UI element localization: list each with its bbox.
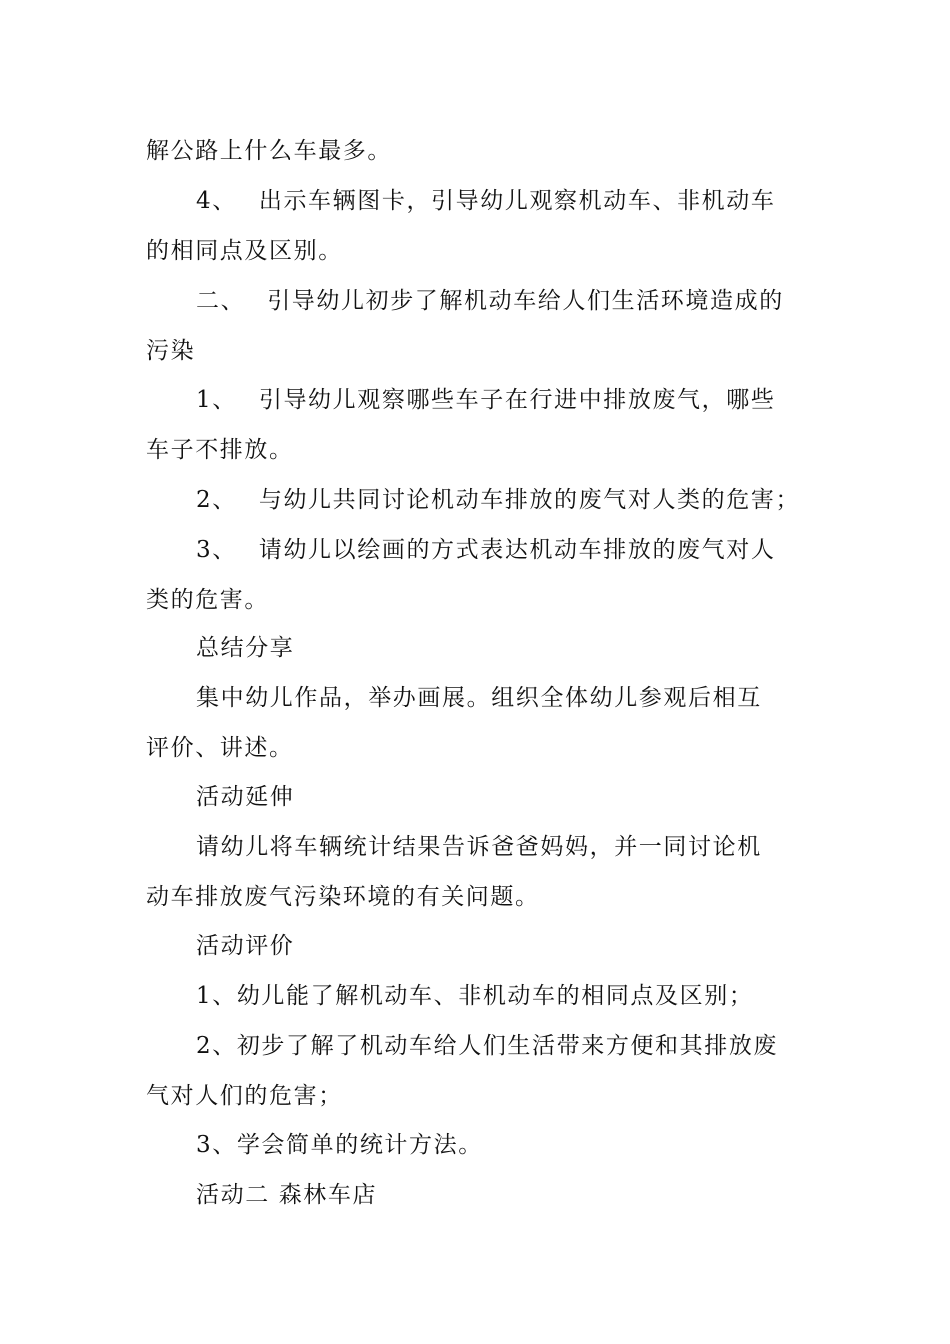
line-text: 引导幼儿观察哪些车子在行进中排放废气，哪些: [258, 387, 776, 413]
section-heading: [196, 633, 294, 663]
text-line: [196, 832, 762, 862]
list-item: [196, 485, 800, 515]
list-item: [196, 385, 775, 415]
text-line: [146, 585, 269, 615]
line-text: 解公路上什么车最多。: [146, 138, 392, 164]
item-number: 1、: [196, 387, 237, 413]
line-text: 气对人们的危害；: [146, 1083, 343, 1109]
line-text: 请幼儿将车辆统计结果告诉爸爸妈妈，并一同讨论机: [196, 834, 762, 860]
line-text: 车子不排放。: [146, 437, 294, 463]
line-text: 出示车辆图卡，引导幼儿观察机动车、非机动车: [258, 188, 776, 214]
list-item: [196, 1130, 483, 1160]
line-text: 总结分享: [196, 635, 295, 661]
line-text: 活动延伸: [196, 784, 295, 810]
line-text: 污染: [146, 338, 196, 364]
section-heading: [196, 782, 294, 812]
text-line: [196, 683, 762, 713]
list-item: [196, 186, 775, 216]
line-text: 引导幼儿初步了解机动车给人们生活环境造成的: [267, 288, 784, 314]
text-line: [146, 435, 294, 465]
line-text: 与幼儿共同讨论机动车排放的废气对人类的危害；: [258, 487, 801, 513]
list-item: [196, 1031, 778, 1061]
section-number: 二、: [196, 288, 246, 314]
line-text: 评价、讲述。: [146, 735, 294, 761]
section-heading: [196, 286, 784, 316]
text-line: [146, 136, 392, 166]
text-line: [146, 236, 343, 266]
text-line: [146, 733, 294, 763]
line-text: 1、幼儿能了解机动车、非机动车的相同点及区别；: [196, 983, 754, 1009]
line-text: 类的危害。: [146, 587, 269, 613]
list-item: [196, 535, 775, 565]
section-heading: [196, 931, 294, 961]
text-line: [146, 882, 540, 912]
item-number: 3、: [196, 537, 237, 563]
line-text: 动车排放废气污染环境的有关问题。: [146, 884, 540, 910]
item-number: 4、: [196, 188, 237, 214]
line-text: 3、学会简单的统计方法。: [196, 1132, 483, 1158]
line-text: 活动评价: [196, 933, 295, 959]
line-text: 2、初步了解了机动车给人们生活带来方便和其排放废: [196, 1033, 779, 1059]
line-text: 集中幼儿作品，举办画展。组织全体幼儿参观后相互: [196, 685, 762, 711]
section-heading: [196, 1180, 377, 1210]
line-text: 活动二 森林车店: [196, 1182, 378, 1208]
text-line: [146, 336, 195, 366]
line-text: 的相同点及区别。: [146, 238, 343, 264]
line-text: 请幼儿以绘画的方式表达机动车排放的废气对人: [258, 537, 776, 563]
text-line: [146, 1081, 343, 1111]
item-number: 2、: [196, 487, 237, 513]
list-item: [196, 981, 753, 1011]
